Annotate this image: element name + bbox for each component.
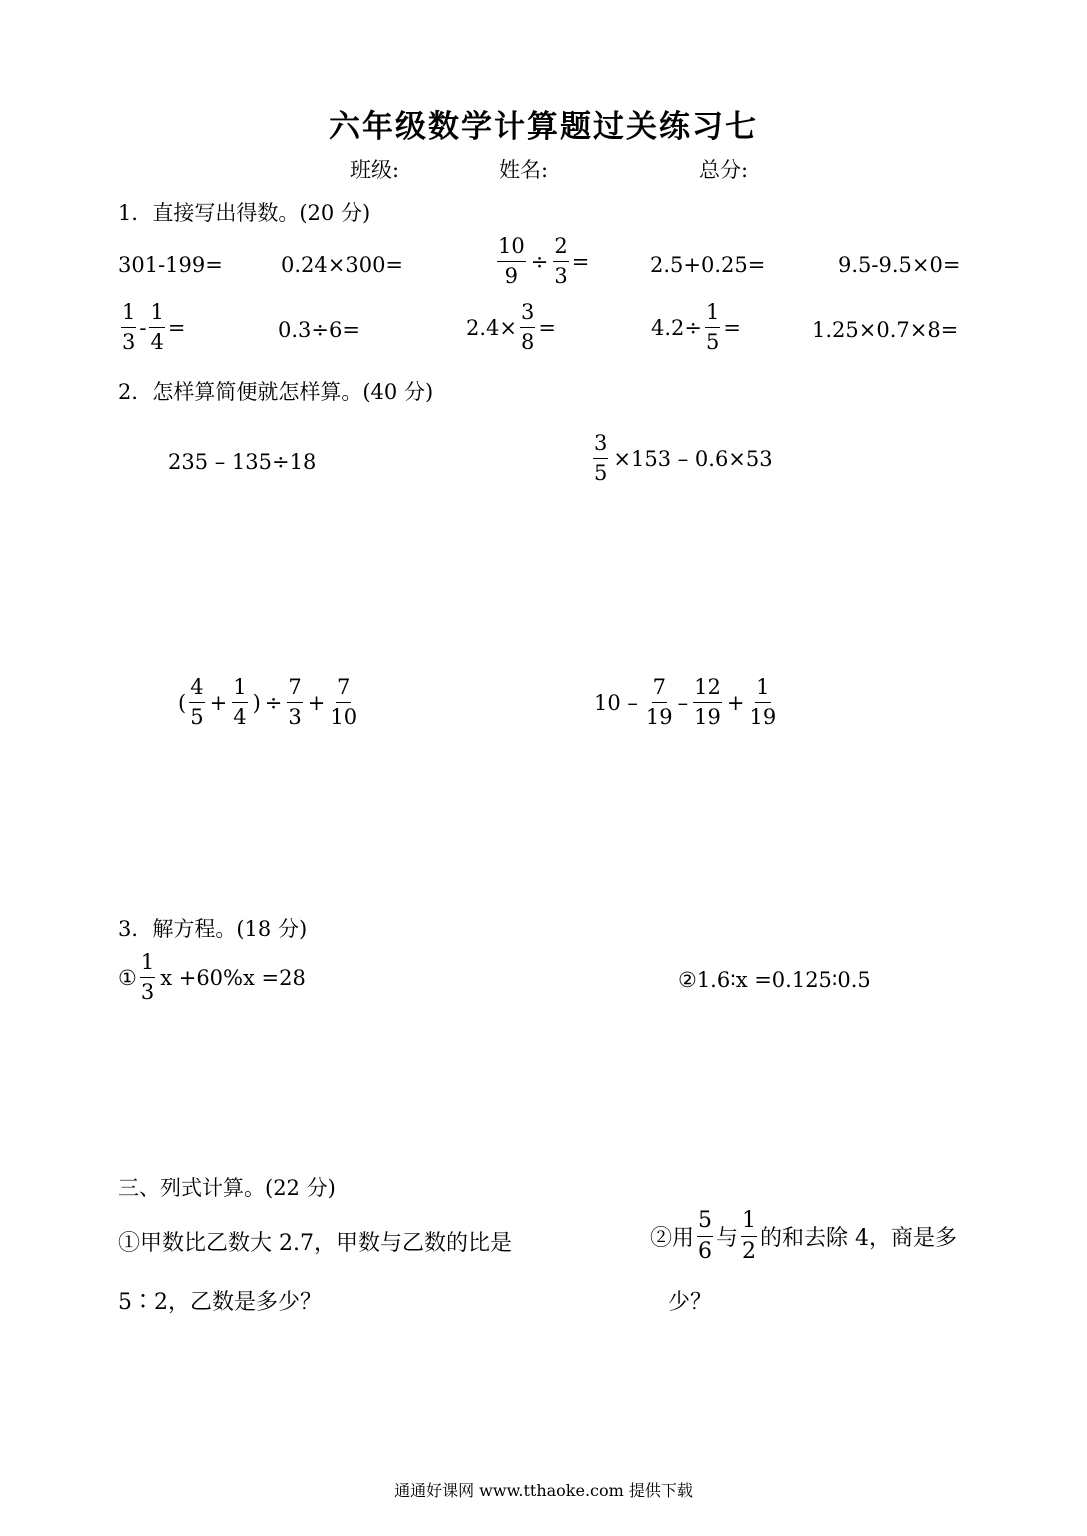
- problem-1-7: 0.3÷6=: [278, 318, 360, 342]
- problem-1-4: 2.5+0.25=: [650, 253, 766, 277]
- footer-source: 通通好课网 www.tthaoke.com 提供下载: [394, 1481, 693, 1500]
- fraction: $\frac{5}{6}$: [698, 1208, 713, 1264]
- word-problem-1-line-2: 5∶2，乙数是多少？: [118, 1290, 322, 1315]
- word-problem-1-line-1: ①甲数比乙数大 2.7，甲数与乙数的比是: [118, 1231, 512, 1256]
- fraction: $\frac{4}{5}$: [190, 675, 204, 729]
- score-label: 总分:: [699, 158, 749, 182]
- fraction: $\frac{1}{3}$: [140, 950, 155, 1004]
- problem-2-1: 235 – 135÷18: [168, 450, 317, 474]
- problem-1-5: 9.5-9.5×0=: [838, 253, 961, 277]
- fraction: $\frac{1}{3}$: [122, 300, 136, 354]
- section-2-heading: 2．怎样算简便就怎样算。(40 分): [118, 380, 434, 404]
- name-label: 姓名:: [499, 158, 549, 182]
- fraction: $\frac{1}{5}$: [706, 300, 720, 354]
- fraction: $\frac{3}{5}$: [594, 431, 608, 485]
- fraction: $\frac{7}{10}$: [330, 675, 358, 729]
- problem-1-1: 301-199=: [118, 253, 223, 277]
- word-problem-2-line-1: ②用 $\frac{5}{6}$ 与 $\frac{1}{2}$ 的和去除 4，商是多: [650, 1208, 958, 1264]
- fraction: $\frac{7}{19}$: [645, 675, 673, 729]
- fraction: $\frac{1}{4}$: [233, 675, 247, 729]
- section-3-heading: 3．解方程。(18 分): [118, 917, 308, 941]
- class-label: 班级:: [350, 158, 400, 182]
- page-title: 六年级数学计算题过关练习七: [329, 109, 758, 145]
- fraction: $\frac{2}{3}$: [554, 234, 568, 288]
- word-problem-2-line-2: 少？: [668, 1290, 713, 1315]
- fraction: $\frac{10}{9}$: [498, 234, 525, 288]
- problem-2-4: 10 – $\frac{7}{19}$ – $\frac{12}{19}$ + $\frac{1}{19}$: [594, 675, 777, 729]
- fraction: $\frac{1}{2}$: [742, 1208, 757, 1264]
- fraction: $\frac{1}{4}$: [150, 300, 164, 354]
- fraction: $\frac{1}{19}$: [749, 675, 777, 729]
- problem-1-6: $\frac{1}{3}$ - $\frac{1}{4}$ =: [122, 300, 186, 354]
- problem-1-3: $\frac{10}{9}$ ÷ $\frac{2}{3}$ =: [498, 234, 590, 288]
- problem-2-2: $\frac{3}{5}$ ×153 – 0.6×53: [594, 431, 773, 485]
- fraction: $\frac{3}{8}$: [521, 300, 535, 354]
- problem-1-2: 0.24×300=: [281, 253, 404, 277]
- equation-2: ②1.6∶x =0.125∶0.5: [678, 968, 871, 992]
- problem-1-9: 4.2÷ $\frac{1}{5}$ =: [651, 300, 741, 354]
- problem-1-10: 1.25×0.7×8=: [812, 318, 959, 342]
- section-1-heading: 1．直接写出得数。(20 分): [118, 201, 371, 225]
- section-4-heading: 三、列式计算。(22 分): [118, 1176, 336, 1200]
- problem-1-8: 2.4× $\frac{3}{8}$ =: [466, 300, 556, 354]
- fraction: $\frac{7}{3}$: [288, 675, 302, 729]
- equation-1: ① $\frac{1}{3}$ x +60%x =28: [118, 950, 306, 1004]
- fraction: $\frac{12}{19}$: [694, 675, 721, 729]
- problem-2-3: ( $\frac{4}{5}$ + $\frac{1}{4}$ ) ÷ $\frac{7}{3}$ + $\frac{7}{10}$: [178, 675, 358, 729]
